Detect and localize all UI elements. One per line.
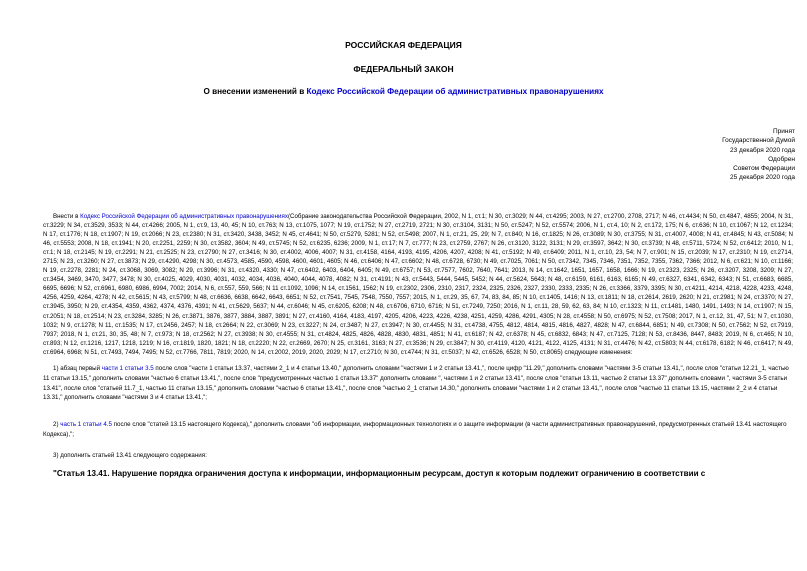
item-1	[43, 364, 793, 403]
doc-type-heading: ФЕДЕРАЛЬНЫЙ ЗАКОН	[353, 64, 454, 74]
item-2-link[interactable]: часть 1 статьи 4.5	[60, 421, 112, 428]
accepted-date: 23 декабря 2020 года	[729, 146, 795, 154]
item-1-start: 1) абзац первый	[53, 365, 102, 372]
item-1-text: после слов "части 1 статьи 13.37, частями 2_1 и 4 статьи 13.40," дополнить словами "частями 1 и 2 статьи 13.41,", после цифр "11.29," дополнить словами "частями 3-5 статьи 13.41,", после слов "статьи 12.21_1, частью 11 статьи 13.15," дополнить словами "частью 6 статьи 13.41,", после слов "предусмотренных частью 1 статьи 13.37" дополнить словами ", частями 1 и 2 статьи 13.41", после слов "статьи 13.11, частью 2 статьи 13.37" дополнить словами ", частями 3-5 статьи 13.41", после слов "статьей 11.7_1, частью 11 статьи 13.15," дополнить словами "частью 6 статьи 13.41,", после слов "частью 2_1 статьи 14.30," дополнить словами "частями 1 и 2 статьи 13.41,", после слов "частью 11 статьи 13.15, частями 2_2 и 4 статьи 13.31," дополнить словами "частями 3 и 4 статьи 13.41,";	[43, 365, 789, 402]
item-2-text: после слов "статей 13.15 настоящего Кодекса)," дополнить словами "об информации, информационных технологиях и о защите информации (в части административных правонарушений, предусмотренных статьей 13.41 настоящего Кодекса),";	[43, 421, 787, 438]
code-link[interactable]: Кодекс Российской Федерации об административных правонарушениях	[306, 87, 604, 96]
accepted-label: Принят	[772, 128, 795, 135]
acceptance-block	[722, 127, 795, 183]
country-heading: РОССИЙСКАЯ ФЕДЕРАЦИЯ	[345, 40, 462, 50]
approved-by: Советом Федерации	[733, 165, 795, 173]
intro-prefix: Внести в	[53, 213, 81, 220]
item-2-start: 2)	[53, 421, 61, 428]
item-3: 3) дополнить статьей 13.41 следующего содержания:	[53, 452, 207, 459]
intro-code-link[interactable]: Кодекс Российской Федерации об административных правонарушениях	[80, 213, 288, 220]
accepted-by: Государственной Думой	[722, 137, 795, 145]
item-1-link[interactable]: части 1 статьи 3.5	[101, 365, 154, 372]
article-heading: "Статья 13.41. Нарушение порядка ограничения доступа к информации, информационным ресурсам, доступ к которым подлежит ограничению в соответствии с	[53, 469, 706, 478]
approved-label: Одобрен	[768, 155, 795, 163]
approved-date: 25 декабря 2020 года	[729, 174, 795, 182]
intro-text: (Собрание законодательства Российской Федерации, 2002, N 1, ст.1; N 30, ст.3029; N 44, ст.4295; 2003, N 27, ст.2700, 2708, 2717; N 46, ст.4434; N 50, ст.4847, 4855; 2004, N 31, ст.3229; N 34, ст.3529, 3533; N 44, ст.4266; 2005, N 1, ст.9, 13, 40, 45; N 10, ст.763; N 13, ст.1075, 1077; N 19, ст.1752; N 27, ст.2719, 2721; N 30, ст.3104, 3131; N 50, ст.5247; N 52, ст.5574; 2006, N 1, ст.4, 10; N 2, ст.172, 175; N 6, ст.636; N 10, ст.1067; N 12, ст.1234; N 17, ст.1776; N 18, ст.1907; N 19, ст.2066; N 23, ст.2380; N 31, ст.3420, 3438, 3452; N 45, ст.4641; N 50, ст.5279, 5281; N 52, ст.5498; 2007, N 1, ст.21, 25, 29; N 7, ст.840; N 16, ст.1825; N 26, ст.3089; N 30, ст.3755; N 31, ст.4007, 4008; N 41, ст.4845; N 43, ст.5084; N 46, ст.5553; 2008, N 18, ст.1941; N 20, ст.2251, 2259; N 30, ст.3582, 3604; N 49, ст.5745; N 52, ст.6235, 6236; 2009, N 1, ст.17; N 7, ст.777; N 23, ст.2759, 2767; N 26, ст.3120, 3122, 3131; N 29, ст.3597, 3642; N 30, ст.3739; N 48, ст.5711, 5724; N 52, ст.6412; 2010, N 1, ст.1; N 18, ст.2145; N 19, ст.2291; N 21, ст.2525; N 23, ст.2790; N 27, ст.3416; N 30, ст.4002, 4006, 4007; N 31, ст.4158, 4164, 4193, 4195, 4206, 4207, 4208; N 41, ст.5192; N 49, ст.6409; 2011, N 1, ст.10, 23, 54; N 7, ст.901; N 15, ст.2039; N 17, ст.2310; N 19, ст.2714, 2715; N 23, ст.3260; N 27, ст.3873; N 29, ст.4290, 4298; N 30, ст.4573, 4585, 4590, 4598, 4600, 4601, 4605; N 46, ст.6406; N 47, ст.6602; N 48, ст.6728, 6730; N 49, ст.7025, 7061; N 50, ст.7342, 7345, 7346, 7351, 7352, 7355, 7362, 7366; 2012, N 6, ст.621; N 10, ст.1166; N 19, ст.2278, 2281; N 24, ст.3068, 3069, 3082; N 29, ст.3996; N 31, ст.4320, 4330; N 47, ст.6402, 6403, 6404, 6405; N 49, ст.6757; N 53, ст.7577, 7602, 7640, 7641; 2013, N 14, ст.1642, 1651, 1657, 1658, 1666; N 19, ст.2323, 2325; N 26, ст.3207, 3208, 3209; N 27, ст.3454, 3469, 3470, 3477, 3478; N 30, ст.4025, 4029, 4030, 4031, 4032, 4034, 4036, 4040, 4044, 4078, 4082; N 31, ст.4191; N 43, ст.5443, 5444, 5445, 5452; N 44, ст.5624, 5643; N 48, ст.6159, 6161, 6163, 6165; N 49, ст.6327, 6341, 6342, 6343; N 51, ст.6683, 6685, 6695, 6696; N 52, ст.6961, 6980, 6986, 6994, 7002; 2014, N 6, ст.557, 559, 566; N 11 ст.1092, 1096; N 14, ст.1561, 1562; N 19, ст.2302, 2306, 2310, 2317, 2324, 2325, 2326, 2327, 2330, 2333, 2335; N 26, ст.3366, 3379, 3395; N 30, ст.4211, 4214, 4218, 4228, 4233, 4248, 4256, 4259, 4264, 4278; N 42, ст.5615; N 43, ст.5799; N 48, ст.6636, 6638, 6642, 6643, 6651; N 52, ст.7541, 7545, 7548, 7550, 7557; 2015, N 1, ст.29, 35, 67, 74, 83, 84, 85; N 10, ст.1405, 1416; N 13, ст.1811; N 18, ст.2614, 2619, 2620; N 21, ст.2981; N 24, ст.3370; N 27, ст.3945, 3950; N 29, ст.4354, 4359, 4362, 4374, 4376, 4391; N 41, ст.5629, 5637; N 44, ст.6046; N 45, ст.6205, 6208; N 48, ст.6706, 6710, 6716; N 51, ст.7249, 7250; 2016, N 1, ст.11, 28, 59, 62, 63, 84; N 10, ст.1323; N 11, ст.1481, 1480, 1491, 1493; N 14, ст.1907; N 15, ст.2051; N 18, ст.2514; N 23, ст.3284, 3285; N 26, ст.3871, 3876, 3877, 3884, 3887, 3891; N 27, ст.4160, 4164, 4183, 4197, 4205, 4206, 4223, 4226, 4238, 4251, 4259, 4286, 4291, 4305; N 28, ст.4558; N 50, ст.6975; N 52, ст.7508; 2017, N 1, ст.12, 31, 47, 51; N 7, ст.1030, 1032; N 9, ст.1278; N 11, ст.1535; N 17, ст.2456, 2457; N 18, ст.2664; N 22, ст.3069; N 23, ст.3227; N 24, ст.3487; N 27, ст.3947; N 30, ст.4455; N 31, ст.4738, 4755, 4812, 4814, 4815, 4816, 4827, 4828; N 47, ст.6844, 6851; N 49, ст.7308; N 50, ст.7562; N 52, ст.7919, 7937; 2018, N 1, ст.21, 30, 35, 48; N 7, ст.973; N 18, ст.2562; N 27, ст.3938; N 30, ст.4555; N 31, ст.4824, 4825, 4826, 4828, 4830, 4831, 4851; N 41, ст.6187; N 42, ст.6378; N 45, ст.6832, 6843; N 47, ст.7125, 7128; N 53, ст.8436, 8447, 8483; 2019, N 6, ст.465; N 10, ст.893; N 12, ст.1216, 1217, 1218, 1219; N 16, ст.1819, 1820, 1821; N 18, ст.2220; N 22, ст.2669, 2670; N 25, ст.3161, 3163; N 27, ст.3536; N 29, ст.3847; N 30, ст.4119, 4120, 4121, 4122, 4125, 4131; N 31, ст.4476; N 42, ст.5803; N 44, ст.6178, 6182; N 46, ст.6417; N 49, ст.6964, 6968; N 51, ст.7493, 7494, 7495; N 52, ст.7766, 7811, 7819; 2020, N 14, ст.2002, 2019, 2020, 2029; N 17, ст.2710; N 30, ст.4744; N 31, ст.5037; N 42, ст.6526, 6528; N 50, ст.8065) следующие изменения:	[43, 213, 793, 356]
law-title	[0, 87, 807, 96]
item-2	[43, 420, 793, 440]
law-title-prefix: О внесении изменений в	[203, 87, 307, 96]
intro-paragraph	[43, 212, 793, 357]
